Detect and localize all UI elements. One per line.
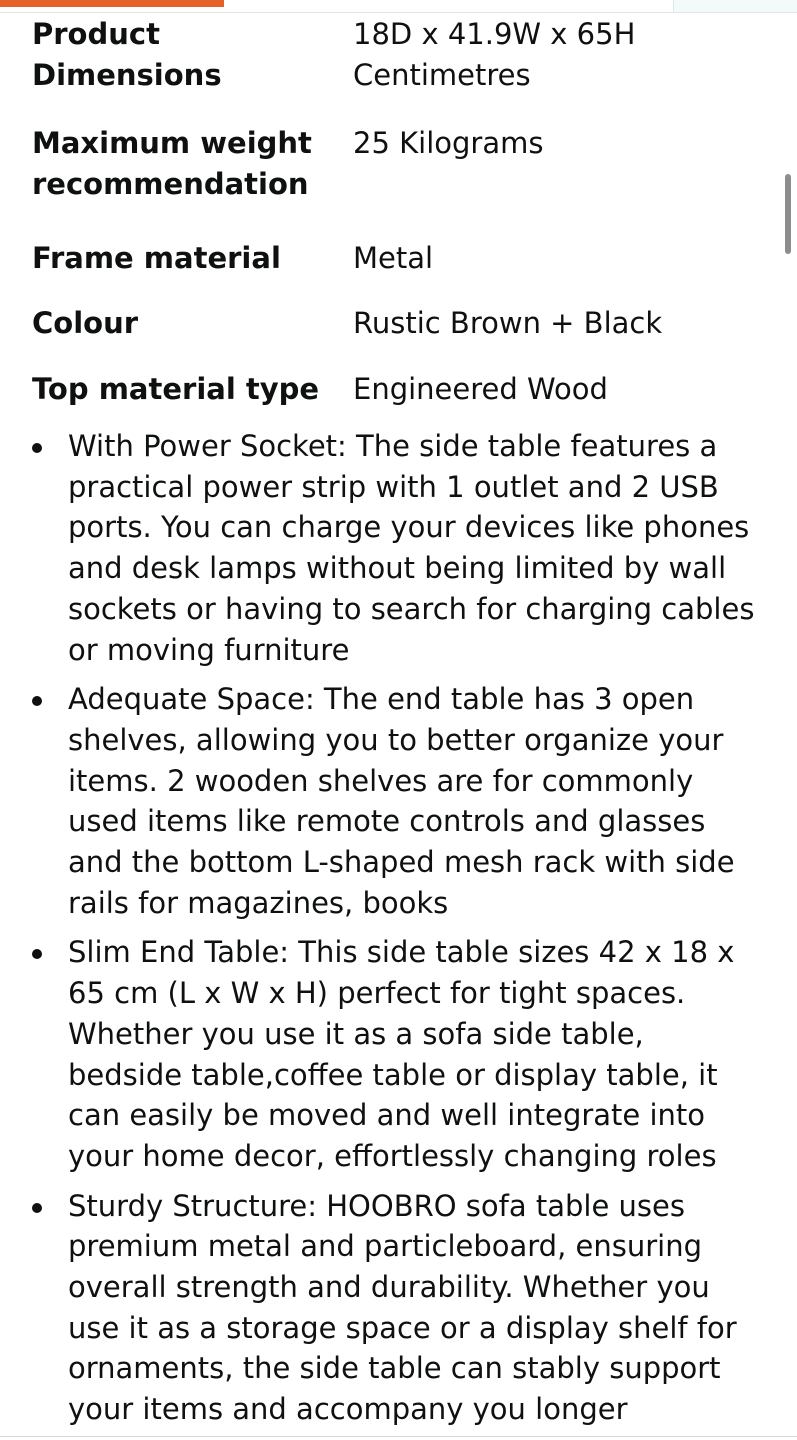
bullet-dot-icon [32,1203,42,1213]
detail-key: Frame material [32,241,281,275]
detail-value: Metal [353,241,434,275]
detail-key: Product Dimensions [32,17,222,92]
detail-row-top-material [32,366,772,410]
detail-value: Rustic Brown + Black [353,306,663,340]
detail-row-colour [32,300,772,366]
detail-key: Top material type [32,372,320,406]
bottom-divider [0,1436,797,1437]
bullet-dot-icon [32,696,42,706]
detail-key: Colour [32,306,139,340]
detail-value: Engineered Wood [353,372,608,406]
detail-row-frame-material [32,235,772,300]
feature-bullet [0,1186,797,1430]
feature-bullet [0,932,797,1176]
scrollbar-thumb[interactable] [785,174,791,254]
detail-value: 25 Kilograms [353,126,544,160]
tab-edge [674,0,797,12]
bullet-dot-icon [32,949,42,959]
feature-bullet-list [0,426,797,1439]
feature-text: Sturdy Structure: HOOBRO sofa table uses premium metal and particleboard, ensuring overall strength and durability. Whether you use it as a storage space or a display shelf for ornaments, the side table can stably support your items and accompany you longer [68,1188,737,1427]
detail-key: Maximum weight recommendation [32,126,312,201]
product-details-table [32,12,772,410]
bullet-dot-icon [32,443,42,453]
detail-row-dimensions [32,12,772,118]
feature-text: Adequate Space: The end table has 3 open shelves, allowing you to better organize your items. 2 wooden shelves are for commonly used items like remote controls and glasses and the bottom L-shaped mesh rack with side rails for magazines, books [68,682,735,920]
feature-bullet [0,426,797,670]
detail-value: 18D x 41.9W x 65H Centimetres [353,17,636,92]
detail-row-max-weight [32,118,772,235]
feature-text: With Power Socket: The side table features a practical power strip with 1 outlet and 2 USB ports. You can charge your devices like phones and desk lamps without being limited by wall sockets or having to search for charging cables or moving furniture [68,429,755,667]
feature-text: Slim End Table: This side table sizes 42 x 18 x 65 cm (L x W x H) perfect for tight spaces. Whether you use it as a sofa side table, bedside table,coffee table or display table, it can easily be moved and well integrate into your home decor, effortlessly changing roles [68,935,735,1173]
feature-bullet [0,679,797,923]
active-tab-indicator [0,0,224,7]
